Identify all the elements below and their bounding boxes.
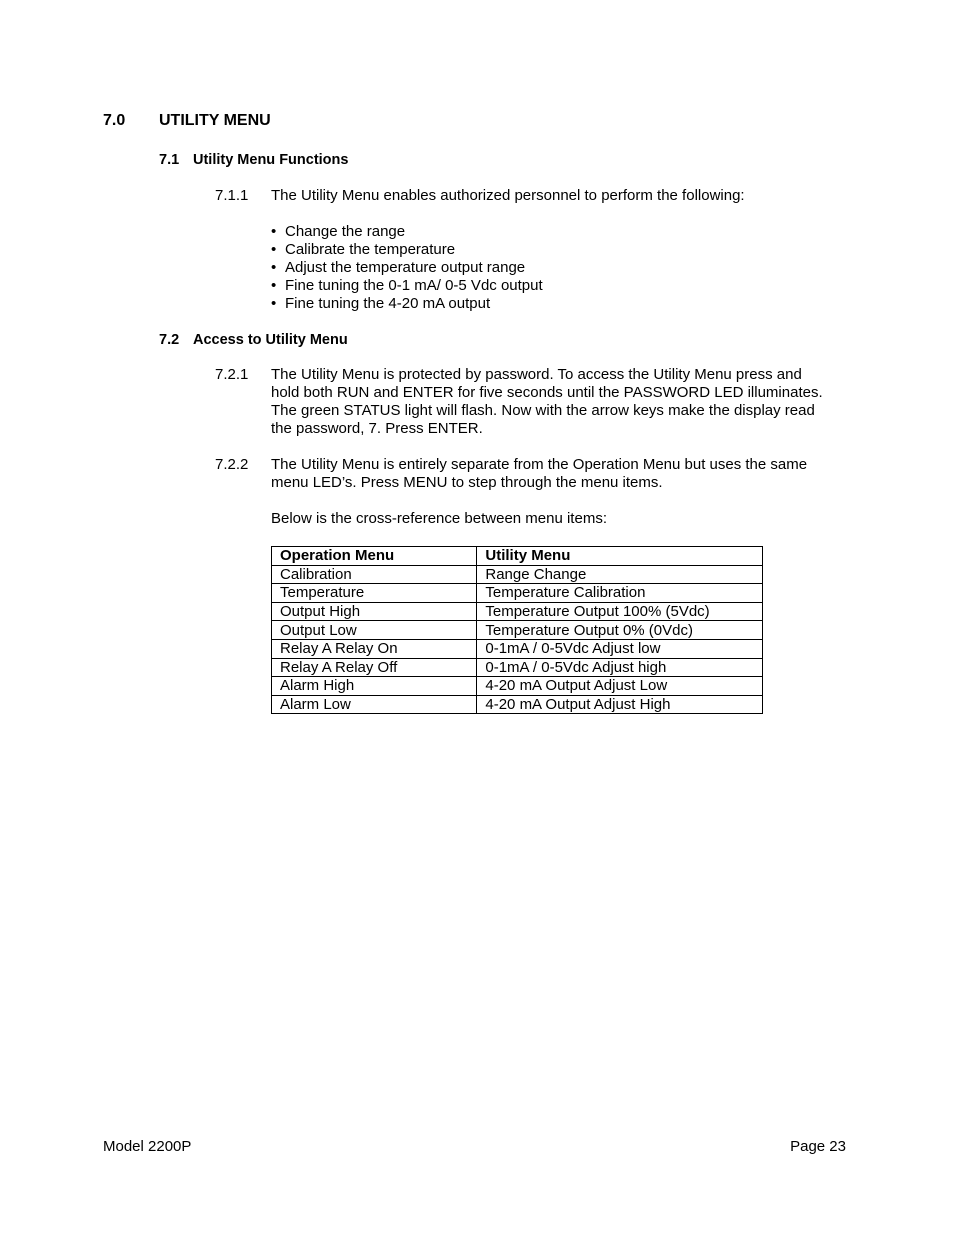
table-header-row — [272, 547, 763, 566]
function-bullet-list — [271, 223, 543, 313]
paragraph-line: The green STATUS light will flash. Now with the arrow keys make the display read — [271, 402, 815, 419]
table-row — [272, 584, 763, 603]
table-row — [272, 565, 763, 584]
bullet-icon: • — [271, 241, 277, 258]
list-item — [271, 259, 543, 277]
table-cell: 0-1mA / 0-5Vdc Adjust low — [477, 639, 763, 658]
table-cell: 4-20 mA Output Adjust Low — [477, 677, 763, 696]
table-cell: Output High — [272, 602, 477, 621]
table-cell: Temperature — [272, 584, 477, 603]
paragraph-line: menu LED’s. Press MENU to step through the menu items. — [271, 474, 663, 491]
table-cell: Relay A Relay Off — [272, 658, 477, 677]
section-title: UTILITY MENU — [159, 112, 271, 129]
table-row — [272, 695, 763, 714]
bullet-text: Fine tuning the 0-1 mA/ 0-5 Vdc output — [285, 277, 543, 294]
subsection-number-7-2: 7.2 — [159, 332, 180, 348]
list-item — [271, 223, 543, 241]
footer-page-number: Page 23 — [790, 1138, 846, 1155]
bullet-icon: • — [271, 295, 277, 312]
bullet-icon: • — [271, 277, 277, 294]
table-cell: Temperature Output 0% (0Vdc) — [477, 621, 763, 640]
bullet-icon: • — [271, 259, 277, 276]
paragraph-line: The Utility Menu is protected by password. To access the Utility Menu press and — [271, 366, 802, 383]
table-row — [272, 677, 763, 696]
table-row — [272, 639, 763, 658]
table-cell: Range Change — [477, 565, 763, 584]
table-row — [272, 658, 763, 677]
bullet-text: Fine tuning the 4-20 mA output — [285, 295, 491, 312]
list-item — [271, 277, 543, 295]
section-number: 7.0 — [103, 112, 126, 129]
paragraph-number-7-2-1: 7.2.1 — [215, 366, 249, 383]
table-cell: Output Low — [272, 621, 477, 640]
paragraph-line: the password, 7. Press ENTER. — [271, 420, 483, 437]
subsection-title-7-1: Utility Menu Functions — [193, 152, 349, 168]
subsection-title-7-2: Access to Utility Menu — [193, 332, 348, 348]
list-item — [271, 241, 543, 259]
menu-cross-reference-table — [271, 546, 763, 714]
table-cell: Alarm Low — [272, 695, 477, 714]
subsection-number-7-1: 7.1 — [159, 152, 180, 168]
table-cell: Relay A Relay On — [272, 639, 477, 658]
paragraph-line: The Utility Menu is entirely separate from the Operation Menu but uses the same — [271, 456, 808, 473]
column-header-utility-menu: Utility Menu — [477, 547, 763, 566]
bullet-text: Change the range — [285, 223, 406, 240]
table-cell: Temperature Calibration — [477, 584, 763, 603]
paragraph-line: hold both RUN and ENTER for five seconds until the PASSWORD LED illuminates. — [271, 384, 823, 401]
paragraph-text-7-1-1: The Utility Menu enables authorized personnel to perform the following: — [271, 187, 745, 204]
table-row — [272, 621, 763, 640]
table-cell: 0-1mA / 0-5Vdc Adjust high — [477, 658, 763, 677]
bullet-icon: • — [271, 223, 277, 240]
paragraph-number-7-1-1: 7.1.1 — [215, 187, 249, 204]
paragraph-number-7-2-2: 7.2.2 — [215, 456, 249, 473]
footer-model: Model 2200P — [103, 1138, 192, 1155]
table-cell: Alarm High — [272, 677, 477, 696]
column-header-operation-menu: Operation Menu — [272, 547, 477, 566]
table-cell: Calibration — [272, 565, 477, 584]
bullet-text: Calibrate the temperature — [285, 241, 456, 258]
table-cell: Temperature Output 100% (5Vdc) — [477, 602, 763, 621]
table-intro-text: Below is the cross-reference between menu items: — [271, 510, 607, 527]
table-row — [272, 602, 763, 621]
table-cell: 4-20 mA Output Adjust High — [477, 695, 763, 714]
list-item — [271, 295, 543, 313]
bullet-text: Adjust the temperature output range — [285, 259, 526, 276]
